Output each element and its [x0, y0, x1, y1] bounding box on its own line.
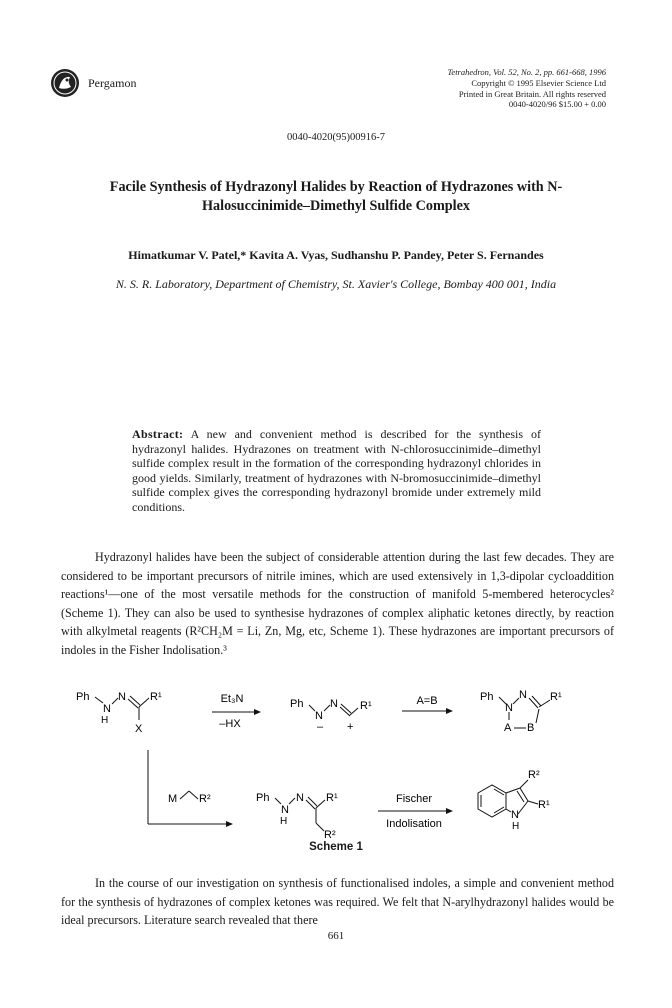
label-h-4: H	[280, 816, 288, 827]
label-ph-1: Ph	[76, 691, 90, 703]
reaction-scheme	[60, 680, 620, 840]
byproduct-hx: –HX	[219, 718, 241, 730]
label-n-1b: N	[118, 691, 126, 703]
abstract-label: Abstract:	[132, 427, 184, 441]
label-metal: M	[168, 793, 178, 805]
title-line-1: Facile Synthesis of Hydrazonyl Halides by Reaction of Hydrazones with N-	[109, 179, 563, 195]
abstract-text: A new and convenient method is described for the synthesis of hydrazonyl halides. Hydrazones on treatment with N-chlorosuccinimide–dimethyl sulfide complex result in the formation of the corresponding hydrazonyl chlorides in good yields. Similarly, treatment of hydrazones with N-bromosuccinimide–dimethyl sulfide complex gives the corresponding hydrazonyl bromide under extremely mild conditions.	[132, 427, 541, 514]
charge-minus: –	[317, 721, 324, 733]
label-h-indole: H	[512, 821, 520, 832]
affiliation: N. S. R. Laboratory, Department of Chemistry, St. Xavier's College, Bombay 400 001, India	[115, 277, 557, 291]
label-r2-3: R²	[528, 769, 540, 781]
rights-line: Printed in Great Britain. All rights reserved	[458, 88, 606, 99]
indole-structure	[478, 780, 538, 817]
charge-plus: +	[347, 721, 354, 733]
hydrazonyl-halide-structure	[76, 691, 162, 735]
abstract	[132, 427, 541, 515]
alkylmetal-reagent	[168, 791, 211, 805]
label-n-3b: N	[519, 689, 527, 701]
label-a: A	[504, 722, 512, 734]
label-h-1: H	[101, 715, 109, 726]
label-ph-2: Ph	[290, 698, 304, 710]
label-ph-3: Ph	[480, 691, 494, 703]
journal-info	[346, 67, 606, 110]
label-r2-2: R²	[324, 829, 336, 840]
body-paragraph-text: In the course of our investigation on synthesis of functionalised indoles, a simple and convenient method for the synthesis of hydrazones of complex ketones was required. We felt that N-arylhydrazonyl halides would be ideal precursors. Literature search revealed that there	[61, 876, 614, 928]
publisher-name: Pergamon	[88, 76, 137, 90]
title-line-2: Halosuccinimide–Dimethyl Sulfide Complex	[202, 198, 470, 214]
author-list: Himatkumar V. Patel,* Kavita A. Vyas, Sudhanshu P. Pandey, Peter S. Fernandes	[128, 248, 544, 262]
article-doi: 0040-4020(95)00916-7	[287, 132, 385, 143]
intro-paragraph-text: Hydrazonyl halides have been the subject of considerable attention during the last few decades. They are considered to be important precursors of nitrile imines, which are used extensively in 1,3-dipolar cycloaddition reactions¹—one of the most versatile methods for the construction of manifold 5-membered heterocycles² (Scheme 1). They can also be used to synthesise hydrazones of complex aliphatic ketones directly, by reaction with alkylmetal reagents (R²CH₂M = Li, Zn, Mg, etc, Scheme 1). These hydrazones are important precursors of indoles in the Fisher Indolisation.³	[61, 550, 614, 657]
label-r1-2: R¹	[360, 700, 372, 712]
nitrile-imine-structure	[290, 698, 372, 733]
label-n-2b: N	[330, 698, 338, 710]
label-n-4b: N	[296, 792, 304, 804]
pyrazoline-structure	[480, 689, 562, 734]
scheme-caption: Scheme 1	[309, 841, 363, 853]
label-x: X	[135, 723, 143, 735]
page-number: 661	[327, 930, 345, 942]
label-ph-4: Ph	[256, 792, 270, 804]
journal-citation: Tetrahedron, Vol. 52, No. 2, pp. 661-668, 1996	[447, 67, 606, 77]
ketone-hydrazone-structure	[256, 792, 338, 840]
label-r1-1: R¹	[150, 691, 162, 703]
label-n-1a: N	[103, 703, 111, 715]
label-b: B	[527, 722, 535, 734]
label-n-indole: N	[511, 809, 519, 821]
pergamon-logo	[50, 68, 80, 98]
label-r1-4: R¹	[326, 792, 338, 804]
label-r1-5: R¹	[538, 799, 550, 811]
paper-title	[80, 178, 592, 216]
reagent-fischer: Fischer	[395, 793, 433, 805]
label-n-3a: N	[505, 702, 513, 714]
reagent-et3n: Et₃N	[220, 693, 244, 705]
label-r1-3: R¹	[550, 691, 562, 703]
label-r2-1: R²	[199, 793, 211, 805]
reagent-dipolarophile: A=B	[416, 695, 438, 707]
issn-price-line: 0040-4020/96 $15.00 + 0.00	[508, 99, 606, 110]
reagent-indolisation: Indolisation	[386, 818, 442, 830]
label-n-2a: N	[315, 710, 323, 722]
copyright-line: Copyright © 1995 Elsevier Science Ltd	[471, 77, 606, 88]
body-paragraph	[61, 874, 614, 930]
intro-paragraph	[61, 548, 614, 660]
label-n-4a: N	[281, 804, 289, 816]
